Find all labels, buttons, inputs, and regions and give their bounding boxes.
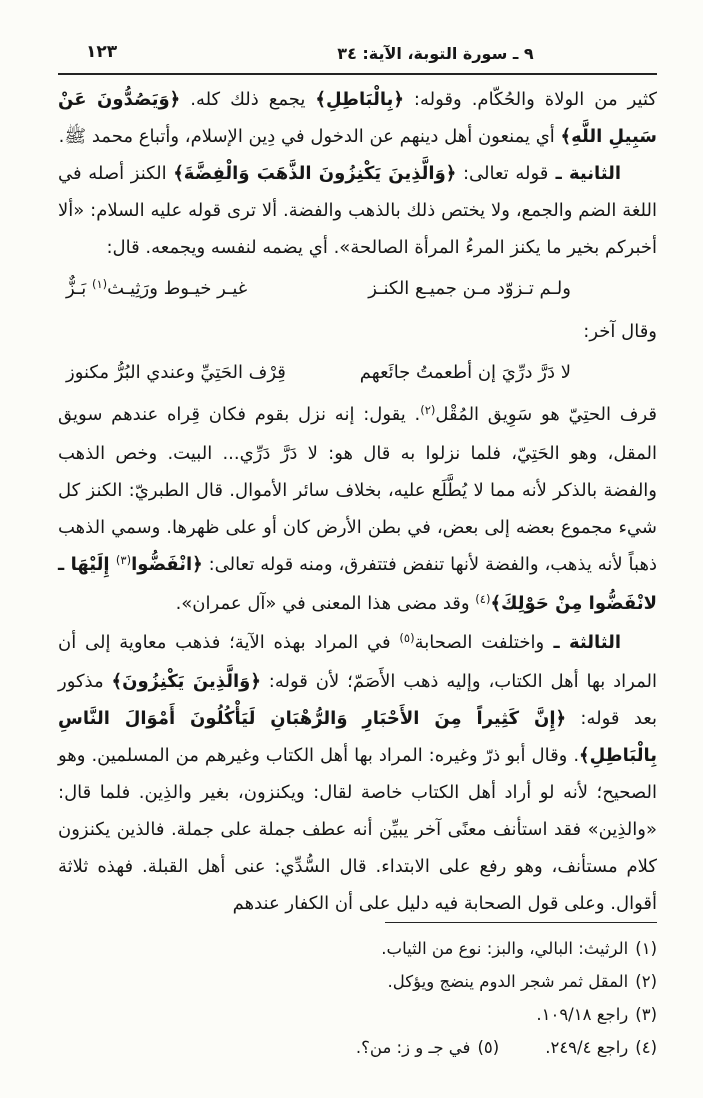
text-segment: مذكور بعد قوله: [58,671,657,729]
section-label: الثانية [568,163,621,184]
text-segment: قرف الحتِيّ هو سَوِيق المُقْل [435,404,657,425]
quran-quote: ﴿بِالْبَاطِلِ﴾ [315,89,404,110]
footnote-separator [385,922,657,923]
page-body [58,81,657,922]
poetry-verse-1 [66,269,571,310]
quran-quote: ﴿وَالَّذِينَ يَكْنِزُونَ﴾ [111,671,261,692]
quran-quote: ﴿انْفَضُّوا [131,554,203,575]
poetry-intro: وقال آخر: [583,321,657,342]
footnote-text: راجع ١٠٩/١٨. [536,1005,629,1024]
footnotes-section [58,922,657,1064]
footnote-number: (٤) [635,1038,657,1057]
paragraph-section-three [58,624,657,922]
quran-quote: ﴿إِنَّ كَثِيراً مِنَ الأَحْبَارِ وَالرُّهْبَانِ لَيَأْكُلُونَ أَمْوَالَ النَّاسِ بِالْبَاطِلِ﴾ [58,708,657,766]
text-segment: في المراد بهذه الآية؛ فذهب معاوية إلى أن المراد بها أهل الكتاب، وإليه ذهب الأَصَمّ؛ لأن قوله: [58,632,657,692]
text-segment: . يقول: إنه نزل بقوم فكان قِراه عندهم سويق المقل، وهو الحَتِيّ، فلما نزلوا به قال هو: لا دَرَّ دَرِّي... البيت. وخص الذهب والفضة بالذكر لأنه مما لا يُطَّلَع عليه، بخلاف سائر الأموال. قال الطبريّ: الكنز كل شيء مجموع بعضه إلى بعض، في بطن الأرض كان أو على ظهرها. وسمي الذهب ذهباً لأنه يذهب، والفضة لأنها تنفض فتتفرق، ومنه قوله تعالى: [58,404,657,575]
footnote-number: (٢) [635,972,657,991]
footnote-text: الرثيث: البالي، والبز: نوع من الثياب. [381,939,629,958]
text-segment: قوله تعالى: [456,163,549,184]
footnote-row-double [58,1031,657,1064]
quran-quote: ﴿وَيَصُدُّونَ عَنْ سَبِيلِ اللَّهِ﴾ [58,89,657,147]
footnote-text: في جـ و ز: من؟. [355,1038,471,1057]
hemistich-left: قِرْف الحَتِيِّ وعندي البُرُّ مكنوز [66,362,286,383]
header-rule [58,73,657,75]
quran-quote: ﴿وَالَّذِينَ يَكْنِزُونَ الذَّهَبَ وَالْفِضَّةَ﴾ [173,163,457,184]
footnote-number: (٣) [635,1005,657,1024]
hemistich-right: لا دَرَّ درِّيَ إن أطعمتُ جائَعهم [359,362,571,383]
paragraph-continuation [58,81,657,155]
text-segment: يجمع ذلك كله. [180,89,316,110]
paragraph-commentary [58,396,657,624]
text-segment: غيـر خيـوط ورَثِيـث [107,278,248,299]
hemistich-right: ولـم تـزوّد مـن جميـع الكنـز [368,278,571,299]
footnote-ref-4: (٤) [475,592,491,606]
footnote-text: راجع ٢٤٩/٤. [545,1038,629,1057]
text-segment: ـ [544,632,569,653]
footnote-number: (١) [635,939,657,958]
quran-quote: إِلَيْهَا ـ لانْفَضُّوا مِنْ حَوْلِكَ﴾ [58,554,657,614]
prophet-salutation: ﷺ [64,126,87,147]
footnote-ref-5: (٥) [399,631,415,645]
footnote-ref-3: (٣) [115,553,132,567]
footnote-ref-2: (٢) [420,403,436,417]
footnote-text: المقل ثمر شجر الدوم ينضج ويؤكل. [387,972,629,991]
text-segment: أي يمنعون أهل دينهم عن الدخول في دِين الإسلام، وأتباع محمد [86,126,561,147]
text-segment: واختلفت الصحابة [414,632,545,653]
paragraph-section-two [58,155,657,266]
poetry-verse-2 [66,353,571,393]
footnote [356,1031,499,1064]
section-label: الثالثة [568,632,621,653]
text-segment: . وقال أبو ذرّ وغيره: المراد بها أهل الكتاب وغيرهم من المسلمين. وهو الصحيح؛ لأنه لو أراد أهل الكتاب خاصة لقال: ويكنزون، بغير والذِين. فلما قال: «والذِين» فقد استأنف معنًى آخر يبيِّن أنه عطف جملة على جملة. فالذين يكنزون كلام مستأنف، وهو رفع على الابتداء. قال السُّدِّي: عنى أهل القبلة. فهذه ثلاثة أقوال. وعلى قول الصحابة فيه دليل على أن الكفار عندهم [58,745,657,914]
footnote-ref-1: (١) [91,277,108,291]
text-segment: كثير من الولاة والحُكّام. وقوله: [403,89,657,110]
chapter-title: ٩ ـ سورة التوبة، الآية: ٣٤ [337,44,534,63]
footnote [545,1031,657,1064]
text-segment: ـ [548,163,569,184]
text-segment: وقد مضى هذا المعنى في «آل عمران». [175,593,476,614]
footnote [58,932,657,965]
footnote [58,998,657,1031]
hemistich-left [66,269,247,310]
text-segment: . [58,126,65,147]
page-header [58,40,657,64]
page-number: ١٢٣ [86,42,118,62]
text-segment: بَـزٌّ [66,278,92,299]
footnote [58,965,657,998]
footnote-number: (٥) [477,1038,500,1057]
text-segment: الكنز أصله في اللغة الضم والجمع، ولا يختص ذلك بالذهب والفضة. ألا ترى قوله عليه السلام: «ألا أخبركم بخير ما يكنز المرءُ المرأة الصالحة». أي يضمه لنفسه ويجمعه. قال: [58,163,657,258]
